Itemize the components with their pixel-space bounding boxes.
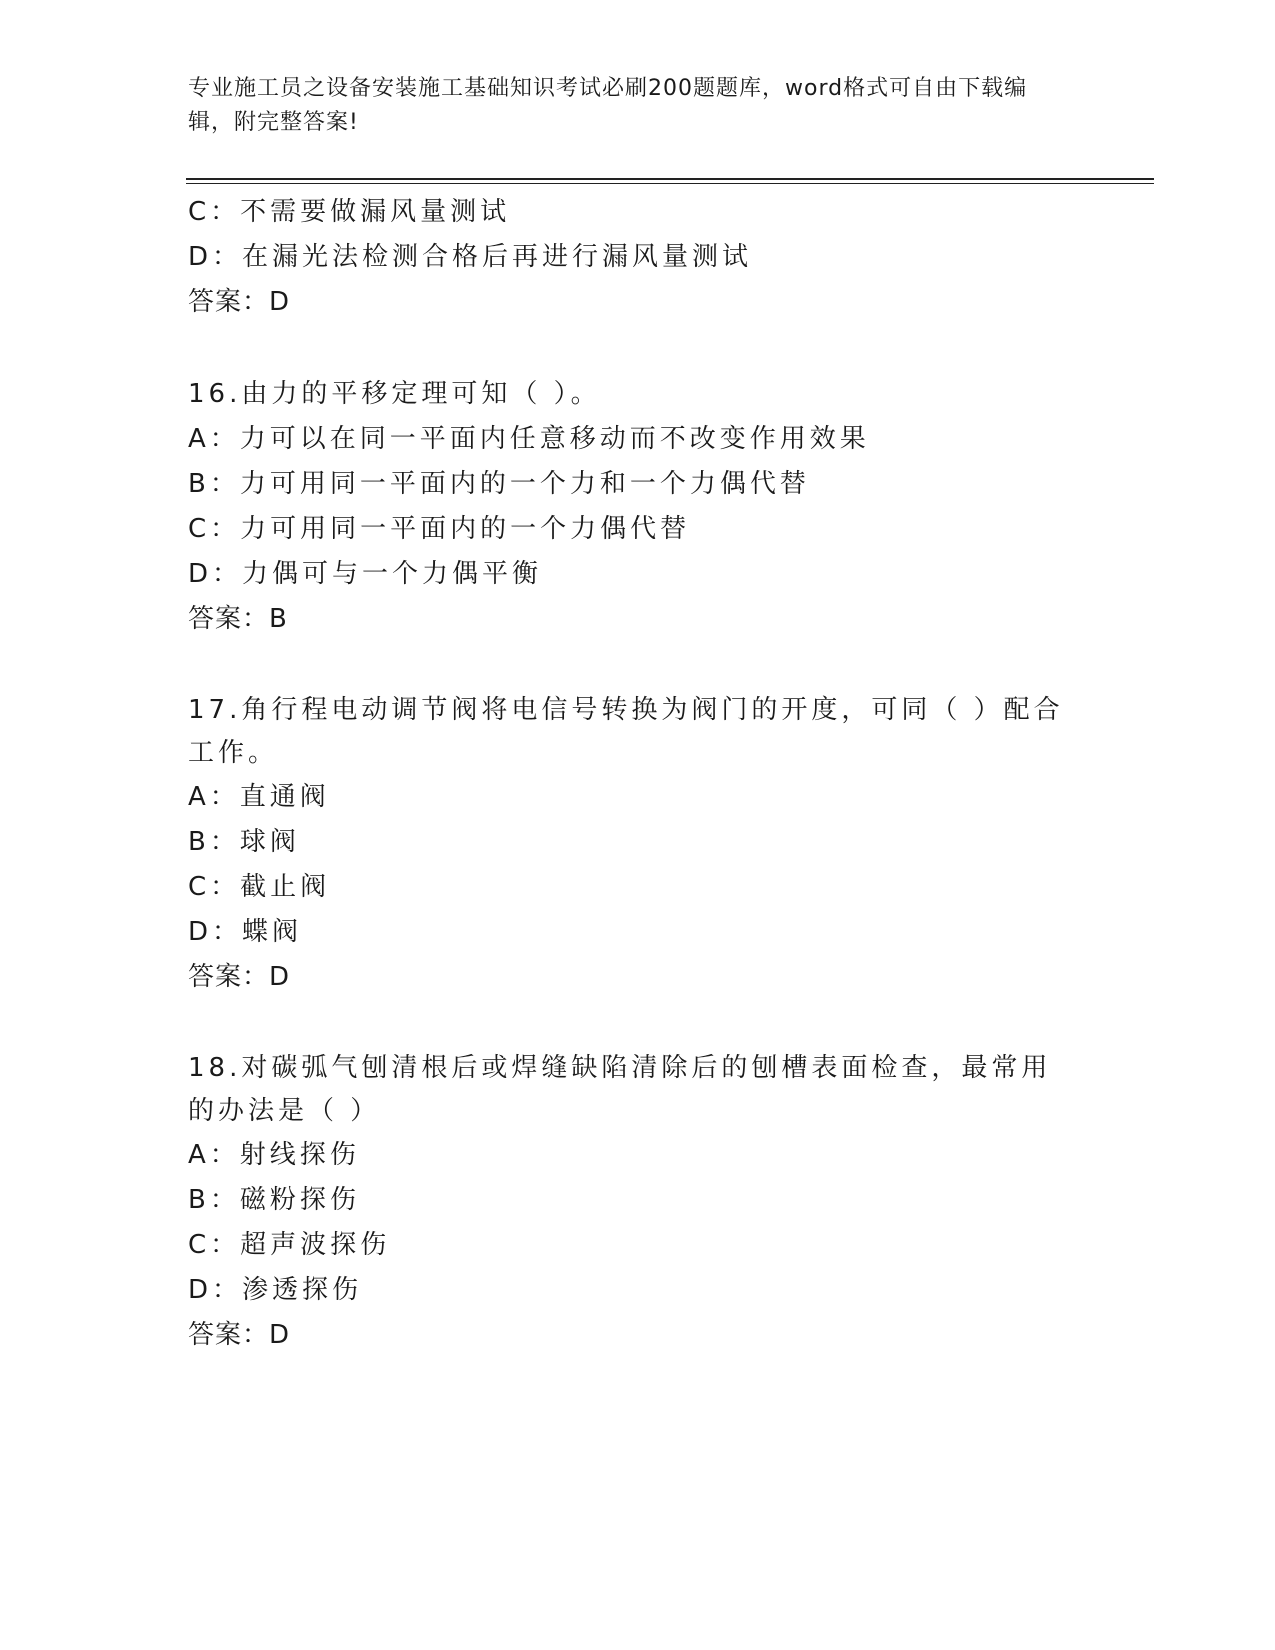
spacer: [188, 325, 1088, 372]
option-c: C：超声波探伤: [188, 1230, 391, 1260]
option-d: D：在漏光法检测合格后再进行漏风量测试: [188, 242, 753, 272]
option-d: D：力偶可与一个力偶平衡: [188, 559, 543, 589]
document-header: 专业施工员之设备安装施工基础知识考试必刷200题题库，word格式可自由下载编辑，附完整答案!: [188, 76, 1028, 135]
header-divider: [186, 178, 1154, 180]
option-b: B：球阀: [188, 827, 300, 857]
option-b: B：力可用同一平面内的一个力和一个力偶代替: [188, 469, 810, 499]
question-18: [188, 1047, 1088, 1358]
spacer: [188, 1000, 1088, 1047]
option-c: C：截止阀: [188, 872, 331, 902]
header-divider-thin: [186, 183, 1154, 184]
option-a: A：力可以在同一平面内任意移动而不改变作用效果: [188, 424, 870, 454]
question-stem: 17.角行程电动调节阀将电信号转换为阀门的开度，可同（ ）配合工作。: [188, 695, 1064, 768]
question-16: [188, 372, 1088, 642]
question-15: [188, 190, 1088, 325]
option-b: B：磁粉探伤: [188, 1185, 360, 1215]
option-d: D：渗透探伤: [188, 1275, 363, 1305]
option-a: A：直通阀: [188, 782, 330, 812]
answer: 答案：D: [188, 962, 291, 992]
question-17: [188, 689, 1088, 1000]
question-list: [188, 190, 1088, 1358]
option-c: C：力可用同一平面内的一个力偶代替: [188, 514, 691, 544]
spacer: [188, 642, 1088, 689]
answer: 答案：D: [188, 1320, 291, 1350]
question-stem: 16.由力的平移定理可知（ ）。: [188, 379, 601, 409]
option-c: C：不需要做漏风量测试: [188, 197, 511, 227]
option-d: D：蝶阀: [188, 917, 303, 947]
option-a: A：射线探伤: [188, 1140, 360, 1170]
question-stem: 18.对碳弧气刨清根后或焊缝缺陷清除后的刨槽表面检查，最常用的办法是（ ）: [188, 1053, 1052, 1126]
answer: 答案：D: [188, 287, 291, 317]
answer: 答案：B: [188, 604, 288, 634]
